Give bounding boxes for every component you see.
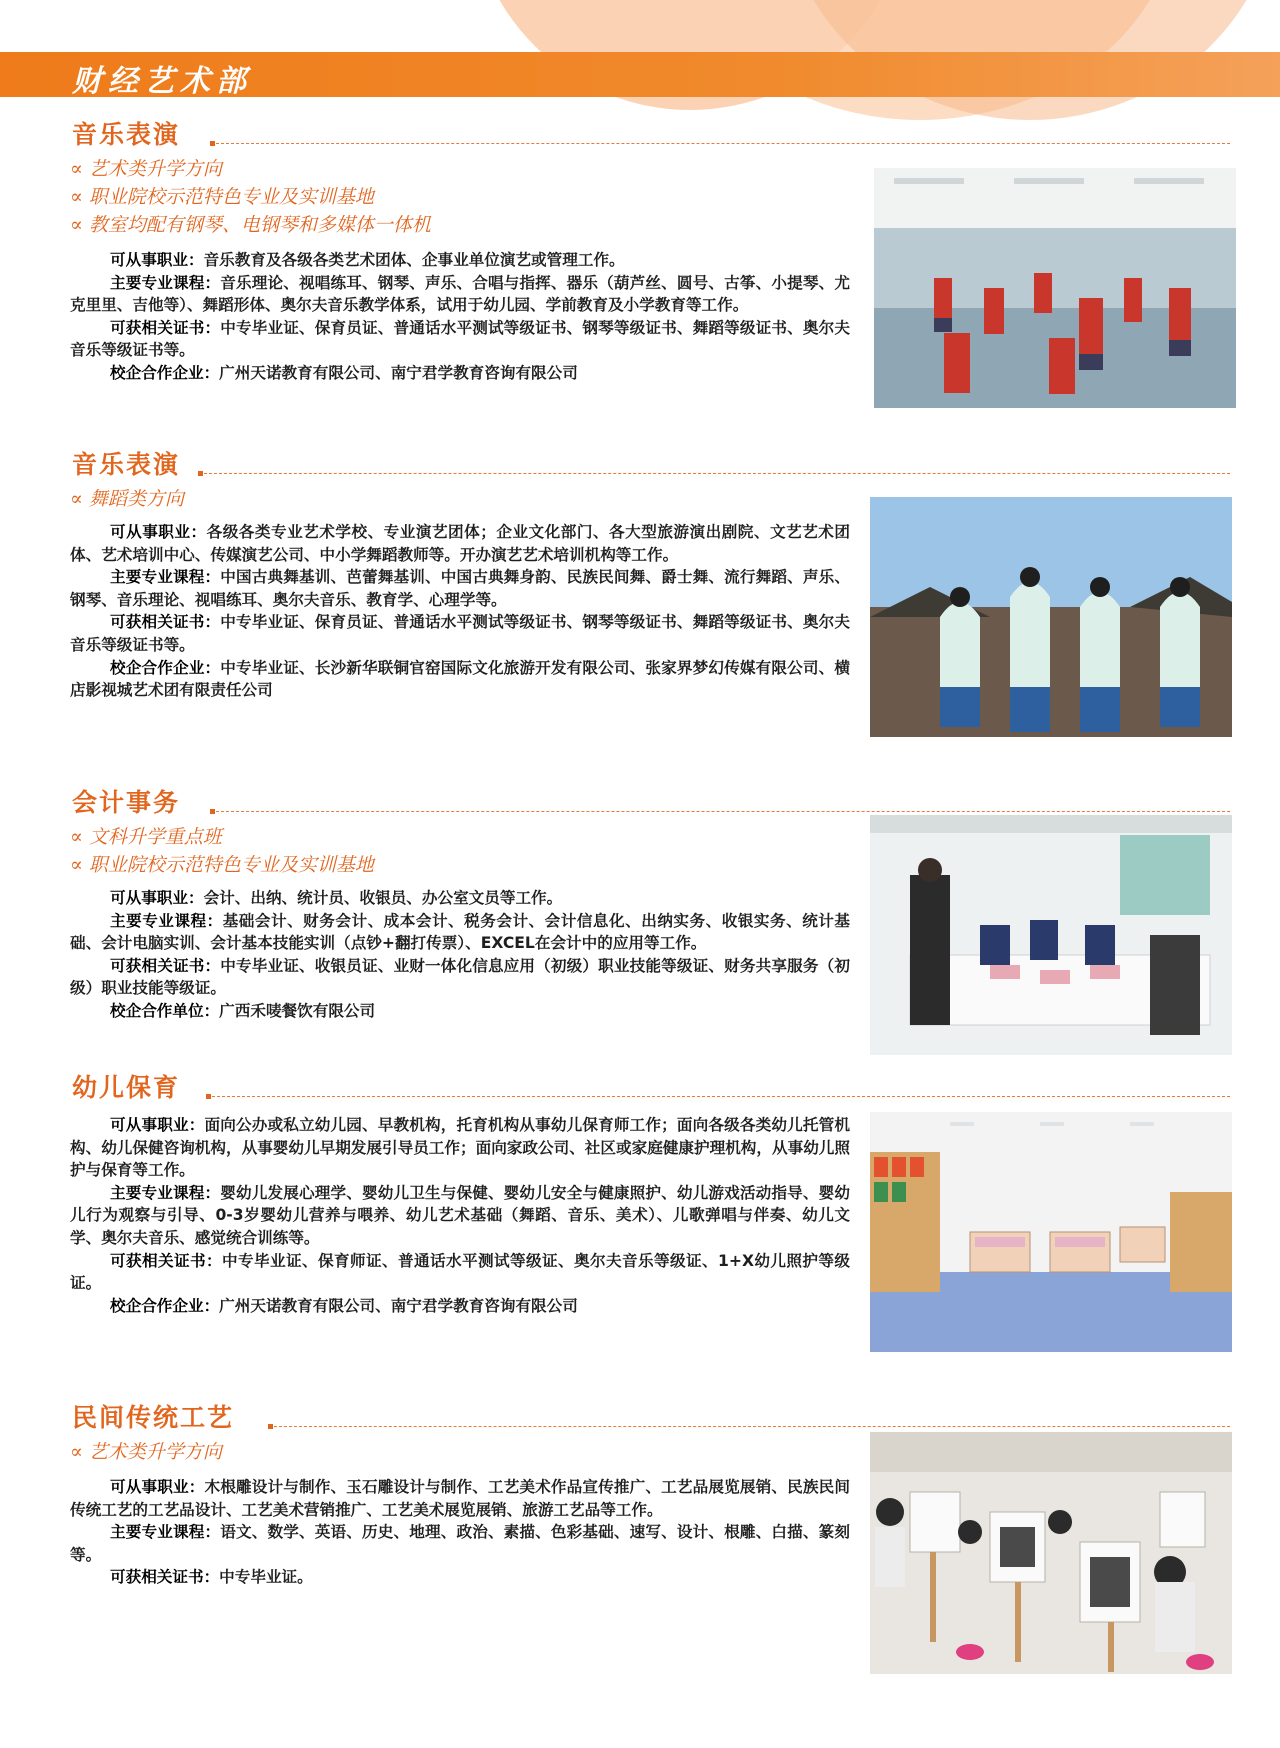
section-divider <box>216 811 1230 812</box>
info-paragraph: 可获相关证书：中专毕业证、保育员证、普通话水平测试等级证书、钢琴等级证书、舞蹈等级证书、奥尔夫音乐等级证书等。 <box>70 613 850 654</box>
tag-icon: ∝ <box>70 854 83 876</box>
rule-dot <box>198 471 203 476</box>
section-title: 音乐表演 <box>72 450 181 479</box>
section-divider <box>274 1426 1230 1427</box>
info-paragraph: 校企合作单位：广西禾唛餐饮有限公司 <box>110 1001 376 1020</box>
sketch-drawing-class-photo <box>870 1432 1232 1674</box>
info-paragraph: 主要专业课程：中国古典舞基训、芭蕾舞基训、中国古典舞身韵、民族民间舞、爵士舞、流行舞蹈、声乐、钢琴、音乐理论、视唱练耳、奥尔夫音乐、教育学、心理学等。 <box>70 568 850 609</box>
info-paragraph: 可从事职业：会计、出纳、统计员、收银员、办公室文员等工作。 <box>110 889 563 907</box>
tag-item: ∝ 教室均配有钢琴、电钢琴和多媒体一体机 <box>70 214 431 236</box>
rule-dot <box>206 1094 211 1099</box>
section-title: 会计事务 <box>72 788 181 817</box>
info-paragraph: 可从事职业：各级各类专业艺术学校、专业演艺团体；企业文化部门、各大型旅游演出剧院、文艺艺术团体、艺术培训中心、传媒演艺公司、中小学舞蹈教师等。开办演艺艺术培训机构等工作。 <box>70 523 850 564</box>
info-paragraph: 校企合作企业：广州天诺教育有限公司、南宁君学教育咨询有限公司 <box>110 1296 578 1315</box>
childcare-classroom-photo <box>870 1112 1232 1352</box>
tag-icon: ∝ <box>70 488 83 510</box>
info-paragraph: 校企合作企业：中专毕业证、长沙新华联铜官窑国际文化旅游开发有限公司、张家界梦幻传媒有限公司、横店影视城艺术团有限责任公司 <box>70 658 850 700</box>
tag-item: ∝ 舞蹈类方向 <box>70 488 184 510</box>
info-paragraph: 可获相关证书：中专毕业证、收银员证、业财一体化信息应用（初级）职业技能等级证、财务共享服务（初级）职业技能等级证。 <box>70 956 850 998</box>
info-paragraph: 主要专业课程：语文、数学、英语、历史、地理、政治、素描、色彩基础、速写、设计、根雕、白描、篆刻等。 <box>70 1523 850 1564</box>
info-paragraph: 主要专业课程：音乐理论、视唱练耳、钢琴、声乐、合唱与指挥、器乐（葫芦丝、圆号、古筝、小提琴、尤克里里、吉他等）、舞蹈形体、奥尔夫音乐教学体系，试用于幼儿园、学前教育及小学教育等工作。 <box>70 273 850 315</box>
info-paragraph: 主要专业课程：基础会计、财务会计、成本会计、税务会计、会计信息化、出纳实务、收银实务、统计基础、会计电脑实训、会计基本技能实训（点钞+翻打传票）、EXCEL在会计中的应用等工作。 <box>70 911 850 953</box>
classical-dance-performance-photo <box>870 497 1232 737</box>
section-title: 幼儿保育 <box>72 1073 181 1102</box>
tag-icon: ∝ <box>70 186 83 208</box>
info-paragraph: 可获相关证书：中专毕业证。 <box>110 1568 313 1587</box>
info-paragraph: 可从事职业：面向公办或私立幼儿园、早教机构，托育机构从事幼儿保育师工作；面向各级各类幼儿托管机构、幼儿保健咨询机构，从事婴幼儿早期发展引导员工作；面向家政公司、社区或家庭健康护理机构，从事幼儿照护与保育等工作。 <box>70 1116 850 1180</box>
section-divider <box>212 1096 1230 1097</box>
tag-item: ∝ 职业院校示范特色专业及实训基地 <box>70 854 374 876</box>
section-title: 音乐表演 <box>72 120 181 149</box>
info-paragraph: 可从事职业：音乐教育及各级各类艺术团体、企事业单位演艺或管理工作。 <box>110 251 625 269</box>
tag-item: ∝ 艺术类升学方向 <box>70 1441 222 1463</box>
dance-studio-photo <box>874 168 1236 408</box>
tag-icon: ∝ <box>70 158 83 180</box>
info-paragraph: 校企合作企业：广州天诺教育有限公司、南宁君学教育咨询有限公司 <box>110 363 578 382</box>
tag-icon: ∝ <box>70 1441 83 1463</box>
section-divider <box>216 143 1230 144</box>
info-paragraph: 可从事职业：木根雕设计与制作、玉石雕设计与制作、工艺美术作品宣传推广、工艺品展览展销、民族民间传统工艺的工艺品设计、工艺美术营销推广、工艺美术展览展销、旅游工艺品等工作。 <box>70 1478 850 1519</box>
tag-icon: ∝ <box>70 214 83 236</box>
info-paragraph: 主要专业课程：婴幼儿发展心理学、婴幼儿卫生与保健、婴幼儿安全与健康照护、幼儿游戏活动指导、婴幼儿行为观察与引导、0-3岁婴幼儿营养与喂养、幼儿艺术基础（舞蹈、音乐、美术）、儿歌弹唱与伴奏、幼儿文学、奥尔夫音乐、感觉统合训练等。 <box>70 1183 850 1247</box>
info-paragraph: 可获相关证书：中专毕业证、保育员证、普通话水平测试等级证书、钢琴等级证书、舞蹈等级证书、奥尔夫音乐等级证书等。 <box>70 318 850 360</box>
tag-item: ∝ 艺术类升学方向 <box>70 158 222 180</box>
section-title: 民间传统工艺 <box>72 1403 235 1432</box>
tag-icon: ∝ <box>70 826 83 848</box>
rule-dot <box>210 141 215 146</box>
page-title: 财经艺术部 <box>72 64 252 99</box>
tag-item: ∝ 职业院校示范特色专业及实训基地 <box>70 186 374 208</box>
section-divider <box>204 473 1230 474</box>
rule-dot <box>268 1424 273 1429</box>
tag-item: ∝ 文科升学重点班 <box>70 826 222 848</box>
accounting-training-photo <box>870 815 1232 1055</box>
rule-dot <box>210 809 215 814</box>
info-paragraph: 可获相关证书：中专毕业证、保育师证、普通话水平测试等级证、奥尔夫音乐等级证、1+X幼儿照护等级证。 <box>70 1251 850 1293</box>
